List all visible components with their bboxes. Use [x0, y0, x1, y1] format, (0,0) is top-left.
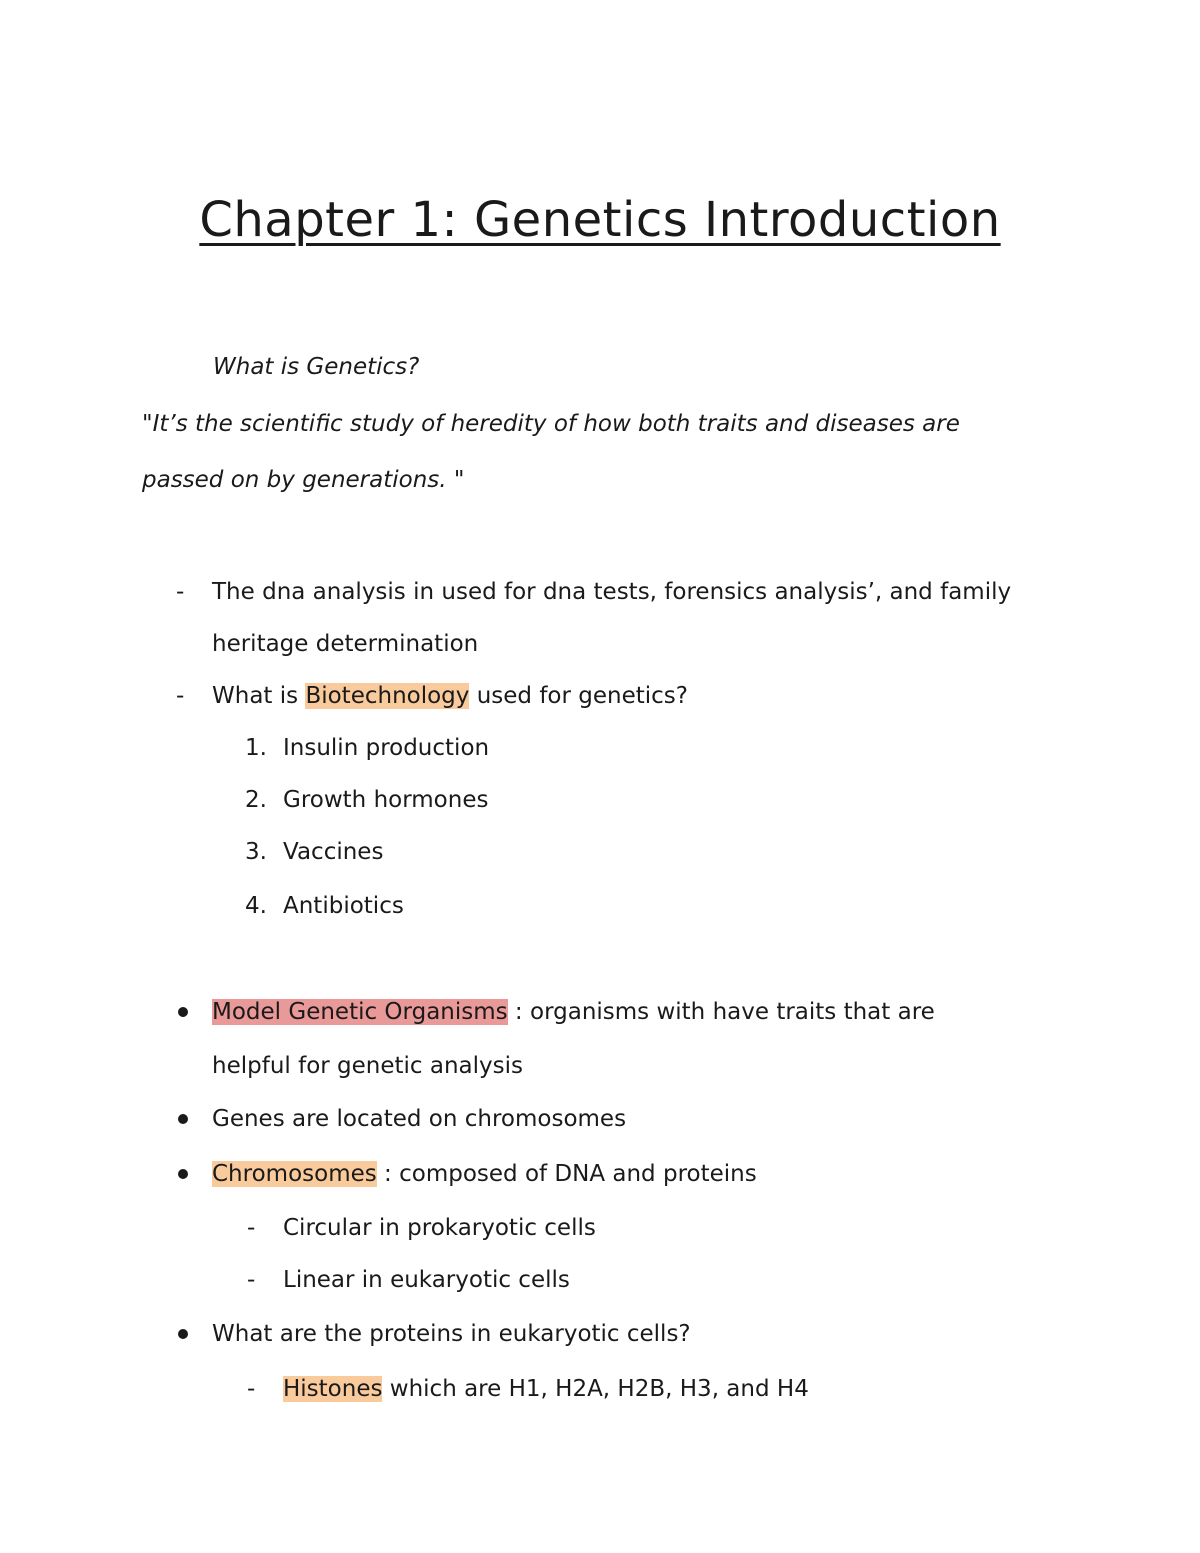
highlight-model-genetic-organisms: Model Genetic Organisms [212, 999, 508, 1025]
dash-marker: - [176, 579, 185, 605]
bullet-item-1 [212, 996, 935, 1028]
sub-item: Linear in eukaryotic cells [283, 1267, 570, 1293]
numbered-marker: 3. [245, 839, 267, 865]
numbered-item: Insulin production [283, 735, 490, 761]
highlight-chromosomes: Chromosomes [212, 1161, 377, 1187]
numbered-marker: 4. [245, 893, 267, 919]
dash-item-1-line-1: The dna analysis in used for dna tests, forensics analysis’, and family [212, 579, 1012, 605]
dash-item-1-line-2: heritage determination [212, 631, 479, 657]
dash-marker: - [176, 683, 185, 709]
dash-item-2 [212, 680, 688, 712]
sub-dash-marker: - [247, 1376, 256, 1402]
sub-item-suffix: which are H1, H2A, H2B, H3, and H4 [382, 1376, 809, 1402]
bullet-item-3 [212, 1158, 757, 1190]
sub-dash-marker: - [247, 1267, 256, 1293]
dash-item-2-prefix: What is [212, 683, 306, 709]
numbered-marker: 2. [245, 787, 267, 813]
definition-line-1: "It’s the scientific study of heredity of how both traits and diseases are [142, 411, 960, 437]
highlight-biotechnology: Biotechnology [305, 683, 470, 709]
bullet-item-2: Genes are located on chromosomes [212, 1106, 627, 1132]
sub-item [283, 1373, 809, 1405]
bullet-item-1-line-2: helpful for genetic analysis [212, 1053, 523, 1079]
bullet-item-4: What are the proteins in eukaryotic cells? [212, 1321, 691, 1347]
numbered-item: Vaccines [283, 839, 384, 865]
numbered-marker: 1. [245, 735, 267, 761]
bullet-dot-icon [178, 1114, 188, 1124]
page-title: Chapter 1: Genetics Introduction [199, 192, 1001, 248]
dash-item-2-suffix: used for genetics? [469, 683, 688, 709]
numbered-item: Growth hormones [283, 787, 489, 813]
question-heading: What is Genetics? [213, 354, 420, 380]
bullet-dot-icon [178, 1329, 188, 1339]
bullet-dot-icon [178, 1169, 188, 1179]
numbered-item: Antibiotics [283, 893, 404, 919]
bullet-item-3-suffix: : composed of DNA and proteins [376, 1161, 757, 1187]
bullet-dot-icon [178, 1007, 188, 1017]
sub-dash-marker: - [247, 1215, 256, 1241]
definition-line-2: passed on by generations. " [142, 467, 465, 493]
highlight-histones: Histones [283, 1376, 383, 1402]
sub-item: Circular in prokaryotic cells [283, 1215, 596, 1241]
bullet-item-1-suffix: : organisms with have traits that are [507, 999, 935, 1025]
